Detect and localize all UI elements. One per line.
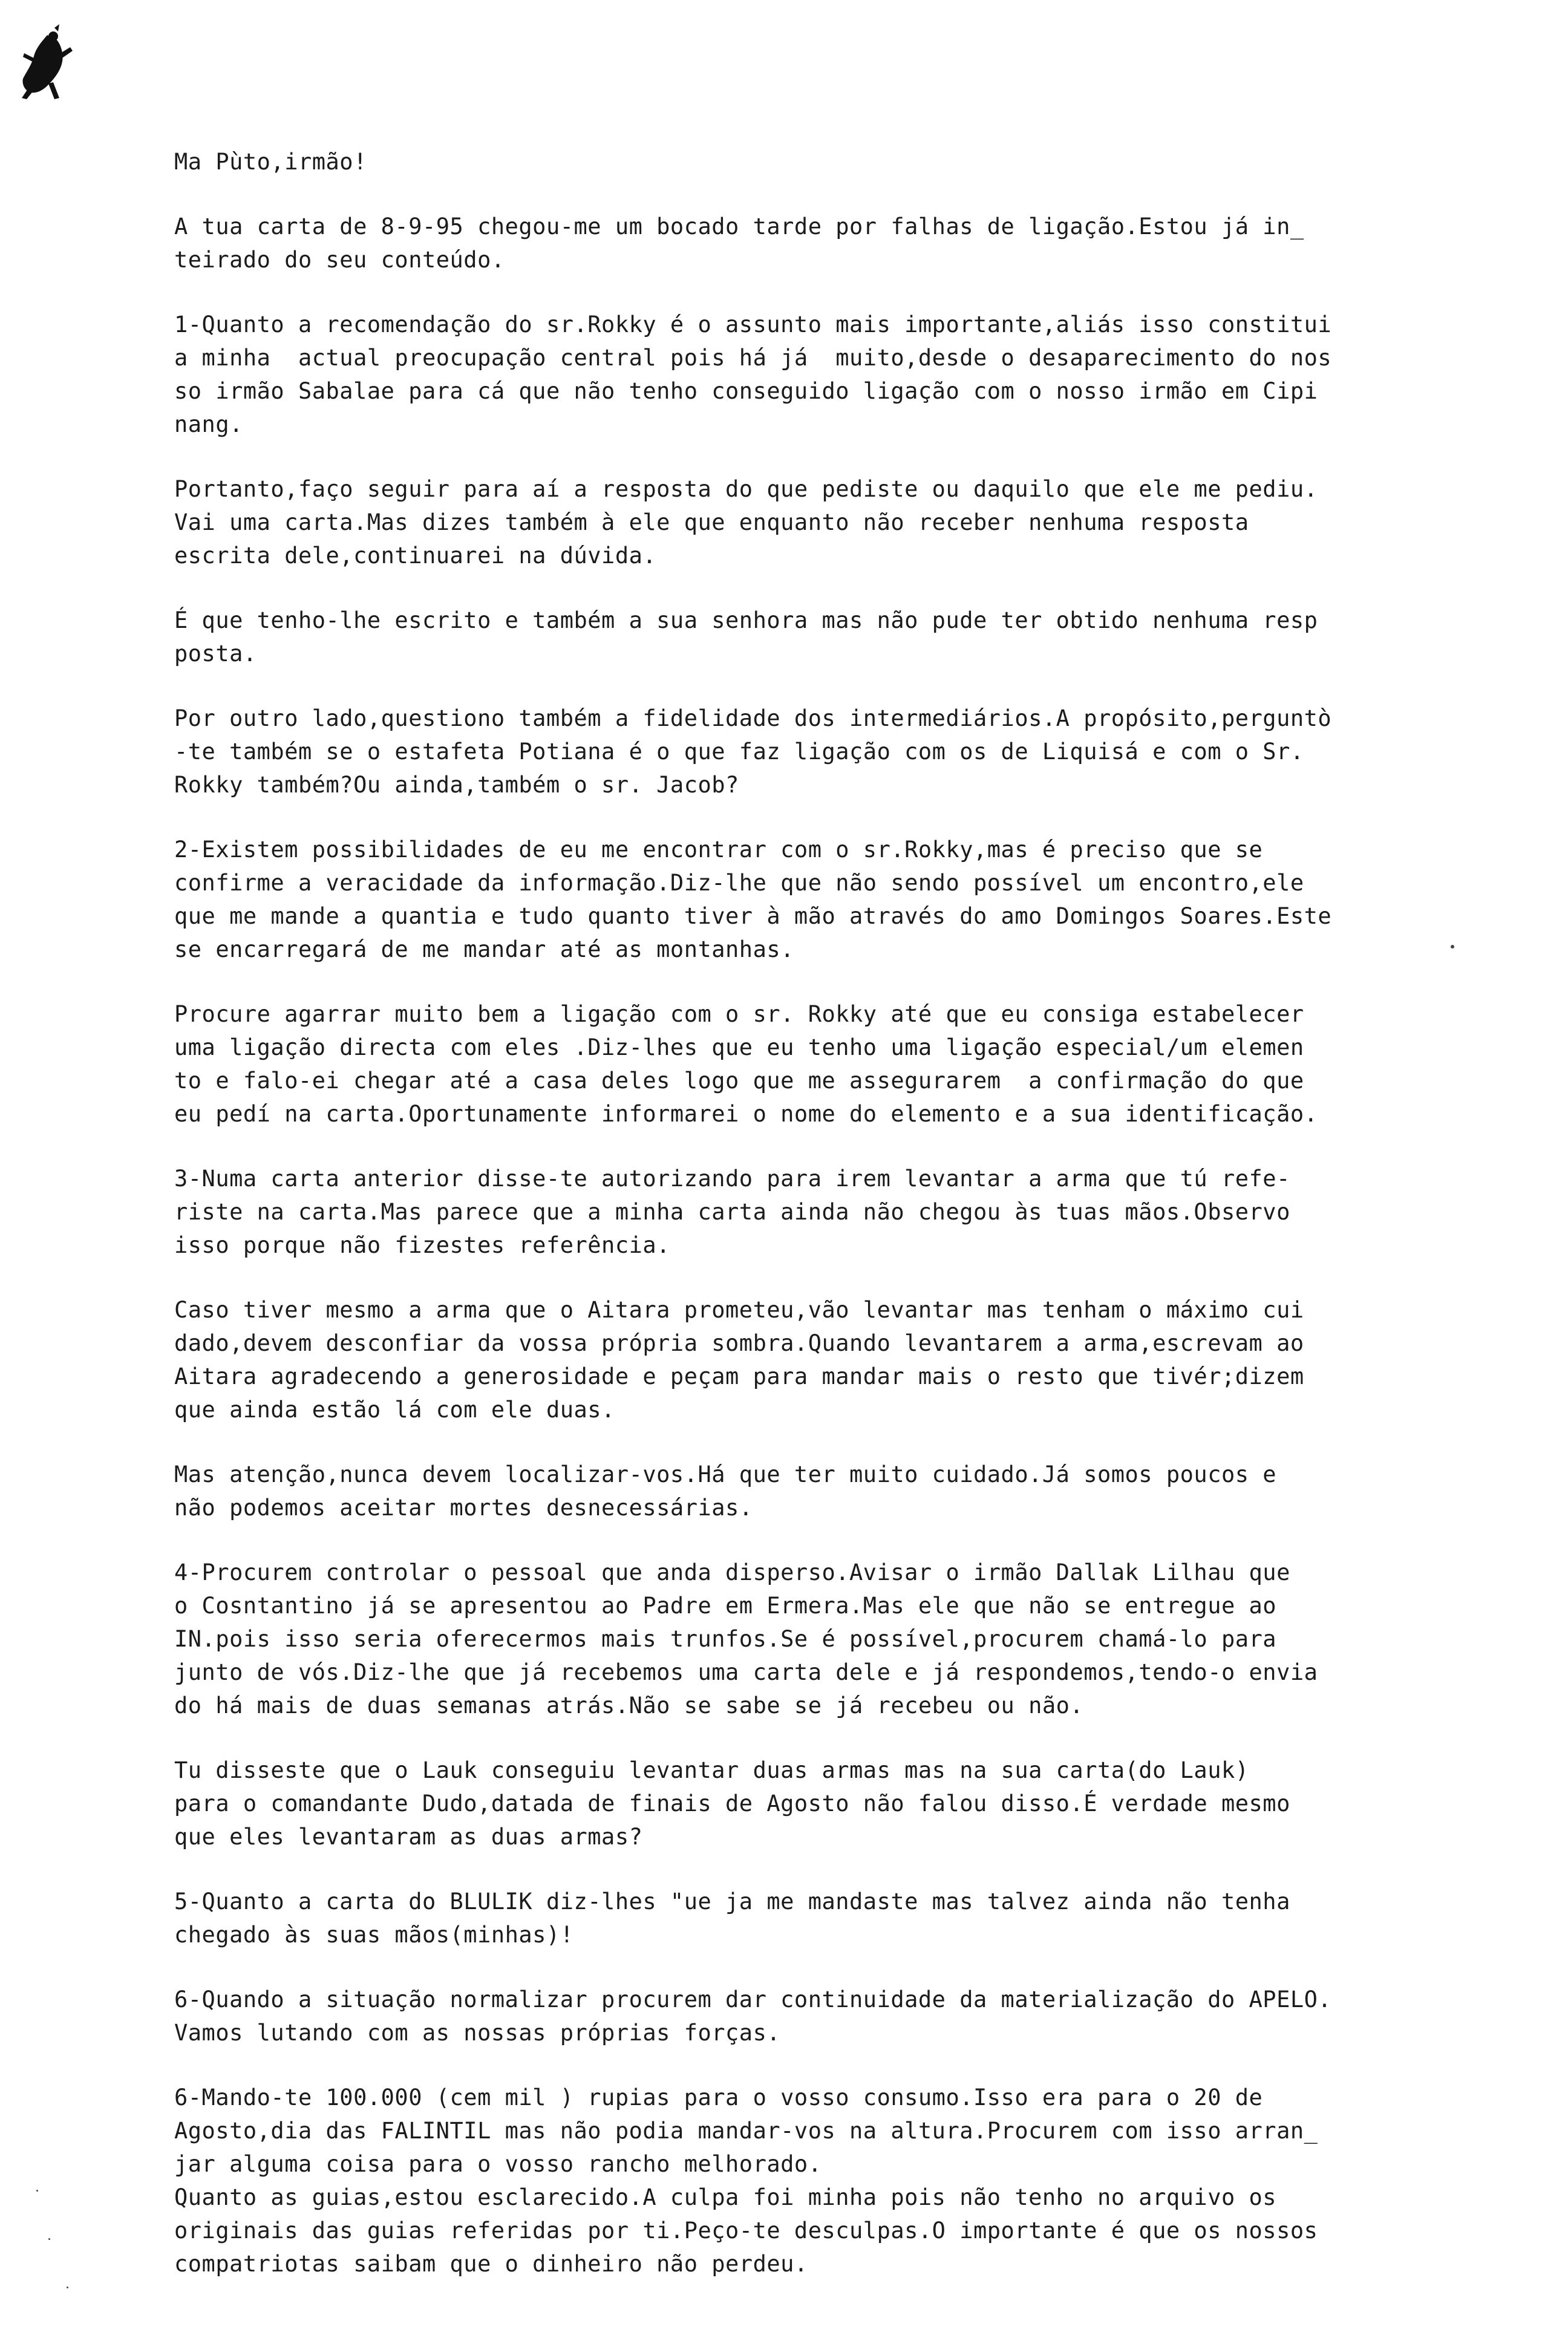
- text-line: Aitara agradecendo a generosidade e peçam para mandar mais o resto que tivér;dizem: [174, 1363, 1304, 1389]
- paragraph-gap: [174, 441, 1475, 472]
- text-line: originais das guias referidas por ti.Peço-te desculpas.O importante é que os nossos: [174, 2218, 1318, 2244]
- text-line: Tu disseste que o Lauk conseguiu levantar duas armas mas na sua carta(do Lauk): [174, 1757, 1249, 1783]
- text-line: 5-Quanto a carta do BLULIK diz-lhes "ue ja me mandaste mas talvez ainda não tenha: [174, 1889, 1290, 1915]
- text-line: escrita dele,continuarei na dúvida.: [174, 543, 657, 569]
- text-line: A tua carta de 8-9-95 chegou-me um bocado tarde por falhas de ligação.Estou já in_: [174, 214, 1304, 240]
- text-line: to e falo-ei chegar até a casa deles logo que me assegurarem a confirmação do que: [174, 1068, 1304, 1094]
- paragraph-gap: [174, 1951, 1475, 1983]
- paragraph-gap: [174, 1262, 1475, 1293]
- text-line: a minha actual preocupação central pois há já muito,desde o desaparecimento do nos: [174, 345, 1332, 371]
- text-line: eu pedí na carta.Oportunamente informarei o nome do elemento e a sua identificação.: [174, 1101, 1318, 1127]
- text-line: que eles levantaram as duas armas?: [174, 1824, 643, 1850]
- text-line: posta.: [174, 641, 257, 667]
- text-line: para o comandante Dudo,datada de finais de Agosto não falou disso.É verdade mesmo: [174, 1791, 1290, 1817]
- letter-body: [174, 145, 1475, 2281]
- paragraph-gap: [174, 1524, 1475, 1556]
- text-line: chegado às suas mãos(minhas)!: [174, 1922, 574, 1948]
- paragraph-gap: [174, 670, 1475, 702]
- text-line: Vai uma carta.Mas dizes também à ele que enquanto não receber nenhuma resposta: [174, 509, 1249, 535]
- text-line: so irmão Sabalae para cá que não tenho conseguido ligação com o nosso irmão em Cipi: [174, 378, 1318, 404]
- warrior-emblem-icon: [18, 23, 76, 102]
- text-line: Procure agarrar muito bem a ligação com o sr. Rokky até que eu consiga estabelecer: [174, 1001, 1304, 1027]
- text-line: 3-Numa carta anterior disse-te autorizando para irem levantar a arma que tú refe-: [174, 1166, 1290, 1192]
- text-line: se encarregará de me mandar até as montanhas.: [174, 936, 794, 962]
- text-line: compatriotas saibam que o dinheiro não perdeu.: [174, 2251, 808, 2277]
- text-line: Mas atenção,nunca devem localizar-vos.Há que ter muito cuidado.Já somos poucos e: [174, 1461, 1277, 1487]
- paragraph-gap: [174, 1722, 1475, 1754]
- text-line: dado,devem desconfiar da vossa própria sombra.Quando levantarem a arma,escrevam ao: [174, 1330, 1304, 1356]
- text-line: jar alguma coisa para o vosso rancho melhorado.: [174, 2151, 822, 2177]
- text-line: riste na carta.Mas parece que a minha carta ainda não chegou às tuas mãos.Observo: [174, 1199, 1290, 1225]
- text-line: 2-Existem possibilidades de eu me encontrar com o sr.Rokky,mas é preciso que se: [174, 837, 1263, 863]
- text-line: IN.pois isso seria oferecermos mais trunfos.Se é possível,procurem chamá-lo para: [174, 1626, 1277, 1652]
- text-line: confirme a veracidade da informação.Diz-lhe que não sendo possível um encontro,ele: [174, 870, 1304, 896]
- text-line: 4-Procurem controlar o pessoal que anda disperso.Avisar o irmão Dallak Lilhau que: [174, 1559, 1290, 1585]
- scan-speck: [1451, 945, 1454, 948]
- spacer: [174, 178, 1475, 210]
- paragraph-gap: [174, 276, 1475, 308]
- paragraph-gap: [174, 1131, 1475, 1162]
- text-line: não podemos aceitar mortes desnecessárias.: [174, 1495, 753, 1521]
- text-line: Rokky também?Ou ainda,também o sr. Jacob?: [174, 772, 739, 798]
- letter-text: [174, 210, 1475, 2281]
- paragraph-gap: [174, 966, 1475, 997]
- paragraph-gap: [174, 2049, 1475, 2081]
- text-line: Agosto,dia das FALINTIL mas não podia mandar-vos na altura.Procurem com isso arran_: [174, 2118, 1318, 2144]
- text-line: 6-Quando a situação normalizar procurem dar continuidade da materialização do APELO.: [174, 1987, 1332, 2013]
- text-line: É que tenho-lhe escrito e também a sua senhora mas não pude ter obtido nenhuma resp: [174, 607, 1318, 633]
- text-line: que ainda estão lá com ele duas.: [174, 1397, 615, 1423]
- paragraph-gap: [174, 802, 1475, 833]
- text-line: 1-Quanto a recomendação do sr.Rokky é o assunto mais importante,aliás isso constitui: [174, 312, 1332, 338]
- paragraph-gap: [174, 1853, 1475, 1885]
- text-line: Quanto as guias,estou esclarecido.A culpa foi minha pois não tenho no arquivo os: [174, 2184, 1277, 2210]
- text-line: teirado do seu conteúdo.: [174, 247, 505, 273]
- text-line: -te também se o estafeta Potiana é o que faz ligação com os de Liquisá e com o Sr.: [174, 739, 1304, 765]
- salutation: Ma Pùto,irmão!: [174, 149, 367, 175]
- scan-speck: [48, 2238, 50, 2240]
- paragraph-gap: [174, 1426, 1475, 1458]
- text-line: isso porque não fizestes referência.: [174, 1232, 670, 1258]
- scan-speck: [67, 2287, 68, 2288]
- text-line: o Cosntantino já se apresentou ao Padre em Ermera.Mas ele que não se entregue ao: [174, 1593, 1277, 1619]
- paragraph-gap: [174, 572, 1475, 604]
- text-line: que me mande a quantia e tudo quanto tiver à mão através do amo Domingos Soares.Este: [174, 903, 1332, 929]
- text-line: Caso tiver mesmo a arma que o Aitara prometeu,vão levantar mas tenham o máximo cui: [174, 1297, 1304, 1323]
- scan-speck: [36, 2190, 38, 2192]
- text-line: 6-Mando-te 100.000 (cem mil ) rupias para o vosso consumo.Isso era para o 20 de: [174, 2085, 1263, 2111]
- text-line: nang.: [174, 411, 243, 437]
- text-line: Portanto,faço seguir para aí a resposta do que pediste ou daquilo que ele me pediu.: [174, 476, 1318, 502]
- text-line: Por outro lado,questiono também a fidelidade dos intermediários.A propósito,perguntò: [174, 705, 1332, 731]
- text-line: Vamos lutando com as nossas próprias forças.: [174, 2020, 781, 2046]
- text-line: uma ligação directa com eles .Diz-lhes que eu tenho uma ligação especial/um elemen: [174, 1034, 1304, 1060]
- text-line: do há mais de duas semanas atrás.Não se sabe se já recebeu ou não.: [174, 1693, 1084, 1719]
- text-line: junto de vós.Diz-lhe que já recebemos uma carta dele e já respondemos,tendo-o envia: [174, 1659, 1318, 1685]
